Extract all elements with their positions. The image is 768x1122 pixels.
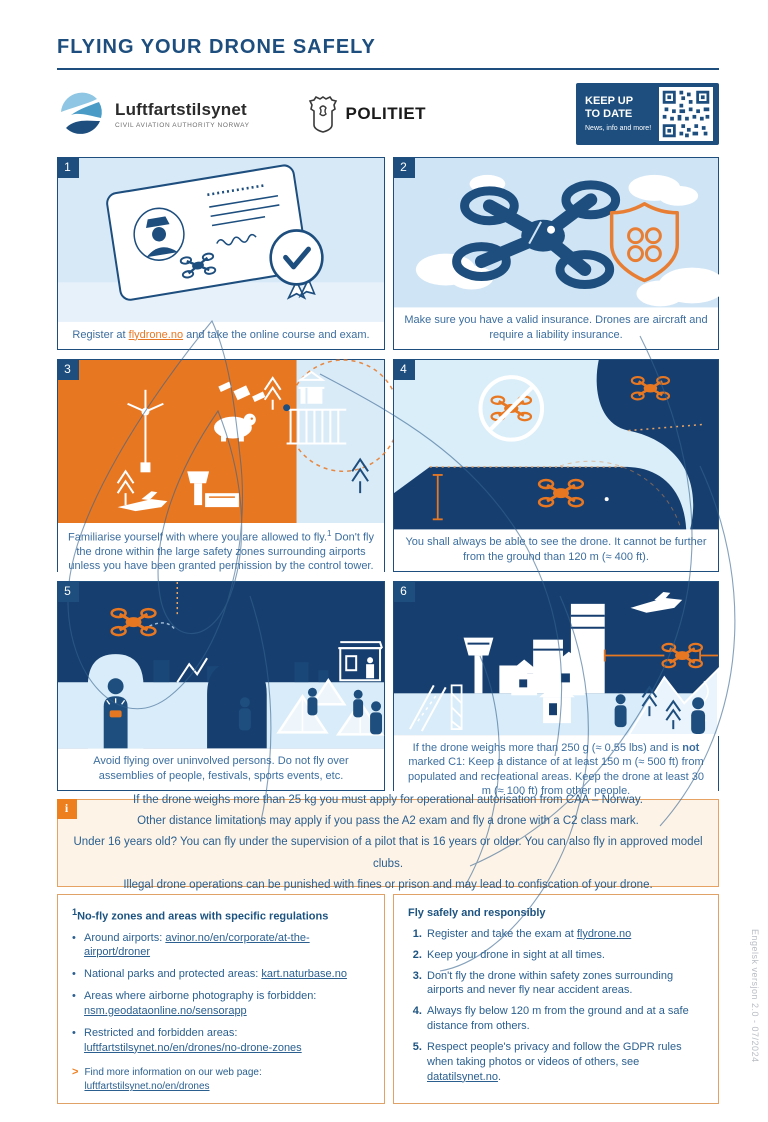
panel-number-badge: 5 (57, 581, 79, 602)
panel-1-register (57, 157, 385, 350)
police-name: POLITIET (345, 104, 427, 123)
datatilsynet-link[interactable]: datatilsynet.no (427, 1070, 498, 1083)
page-title: FLYING YOUR DRONE SAFELY (57, 36, 376, 58)
caa-logo-icon (57, 90, 105, 138)
warning-line: Other distance limitations may apply if you pass the A2 exam and fly a drone with a C2 class mark. (137, 815, 639, 828)
naturbase-link[interactable]: kart.naturbase.no (261, 968, 347, 981)
certificate-illustration (58, 158, 384, 322)
avinor-link[interactable]: avinor.no/en/corporate/at-the-airport/droner (84, 931, 310, 959)
flydrone-link[interactable]: flydrone.no (576, 927, 632, 940)
chevron-right-icon: > (72, 1066, 79, 1079)
panel-4-caption: You shall always be able to see the drone. It cannot be further from the ground than 120 m (≈ 400 ft). (394, 529, 718, 571)
arch-shape (207, 662, 267, 748)
no-fly-title: $^1$No-fly zones and areas with specific regulations (72, 907, 329, 923)
panel-4-line-of-sight (393, 359, 719, 572)
caa-name: Luftfartstilsynet (115, 99, 247, 119)
info-icon: i (57, 799, 77, 819)
warning-line: If the drone weighs more than 25 kg you must apply for operational autorisation from CAA – Norway. (133, 793, 643, 806)
list-item: 2. Keep your drone in sight at all times. (425, 948, 706, 963)
panel-3-caption: Familiarise yourself with where you are allowed to fly.$^1$ Don't fly the drone within the large safety zones surrounding airports unless you have been granted permission by the control tower. (58, 523, 384, 581)
fly-safely-box (393, 894, 719, 1104)
police-crest-icon (308, 94, 338, 134)
warning-line: Under 16 years old? You can fly under the supervision of a pilot that is 16 years or older. You can also fly in approved model clubs. (73, 836, 703, 870)
panel-5-people (57, 581, 385, 791)
keepup-line2: TO DATE (585, 107, 633, 120)
list-item: • National parks and protected areas: kart.naturbase.no (72, 967, 372, 982)
panel-5-caption: Avoid flying over uninvolved persons. Do not fly over assemblies of people, festivals, sports events, etc. (58, 748, 384, 790)
find-more-row: > Find more information on our web page: luftfartstilsynet.no/en/drones (72, 1066, 262, 1092)
drone-safety-poster (0, 36, 768, 1122)
panel-2-caption: Make sure you have a valid insurance. Drones are aircraft and require a liability insurance. (394, 307, 718, 349)
distance-illustration (394, 582, 718, 735)
info-warning-box (57, 793, 719, 891)
list-item: • Areas where airborne photography is forbidden: nsm.geodataonline.no/sensorapp (72, 989, 372, 1019)
list-item: 3. Don't fly the drone within safety zones surrounding airports and never fly near accident areas. (425, 969, 706, 999)
controller-icon (110, 710, 122, 717)
keepup-sub: News, info and more! (585, 125, 652, 133)
keepup-line1: KEEP UP (585, 94, 634, 107)
keep-up-to-date-box (576, 83, 719, 145)
restricted-zone-area (58, 360, 297, 523)
panel-number-badge: 1 (57, 157, 79, 178)
warning-line: Illegal drone operations can be punished with fines or prison and may lead to confiscation of your drone. (123, 878, 653, 891)
nsm-link[interactable]: nsm.geodataonline.no/sensorapp (84, 1004, 247, 1017)
panel-grid (57, 157, 719, 797)
panel-1-caption: Register at flydrone.no and take the online course and exam. (58, 322, 384, 349)
list-item: 1. Register and take the exam at flydrone.no (425, 927, 706, 942)
panel-number-badge: 2 (393, 157, 415, 178)
version-note: Engelsk versjon 2.0 - 07/2024 (750, 929, 760, 1063)
qr-code[interactable] (659, 87, 713, 141)
luftfartstilsynet-drones-link[interactable]: luftfartstilsynet.no/en/drones (84, 1080, 210, 1092)
no-drone-zones-link[interactable]: luftfartstilsynet.no/en/drones/no-drone-zones (84, 1041, 302, 1054)
panel-6-caption: If the drone weighs more than 250 g (≈ 0.55 lbs) and is not marked C1: Keep a distance of at least 150 m (≈ 500 ft) from populated and recreational areas. Keep the drone at least 30 m (≈ 100 ft) from other people. (394, 735, 718, 805)
insurance-illustration (394, 158, 718, 307)
crowd-illustration (58, 582, 384, 748)
no-fly-zones-box (57, 894, 385, 1104)
title-divider (57, 68, 719, 70)
panel-number-badge: 6 (393, 581, 415, 602)
list-item: 4. Always fly below 120 m from the ground and at a safe distance from others. (425, 1004, 706, 1034)
panel-number-badge: 4 (393, 359, 415, 380)
list-item: 5. Respect people's privacy and follow the GDPR rules when taking photos or videos of others, see datatilsynet.no. (425, 1040, 706, 1085)
caa-logo (57, 90, 250, 138)
police-logo (308, 94, 427, 134)
flydrone-link[interactable]: flydrone.no (128, 328, 184, 341)
list-item: • Restricted and forbidden areas: luftfartstilsynet.no/en/drones/no-drone-zones (72, 1026, 372, 1056)
panel-2-insurance (393, 157, 719, 350)
list-item: • Around airports: avinor.no/en/corporate/at-the-airport/droner (72, 931, 372, 961)
panel-number-badge: 3 (57, 359, 79, 380)
footer-boxes (57, 894, 719, 1104)
line-of-sight-illustration (394, 360, 718, 529)
logo-row (57, 83, 719, 145)
no-fly-map-illustration (58, 360, 384, 523)
fly-safely-title: Fly safely and responsibly (408, 907, 546, 919)
pilot-in-arch (88, 654, 144, 748)
caa-subtitle: CIVIL AVIATION AUTHORITY NORWAY (115, 121, 250, 129)
panel-3-zones (57, 359, 385, 572)
panel-6-distance (393, 581, 719, 797)
